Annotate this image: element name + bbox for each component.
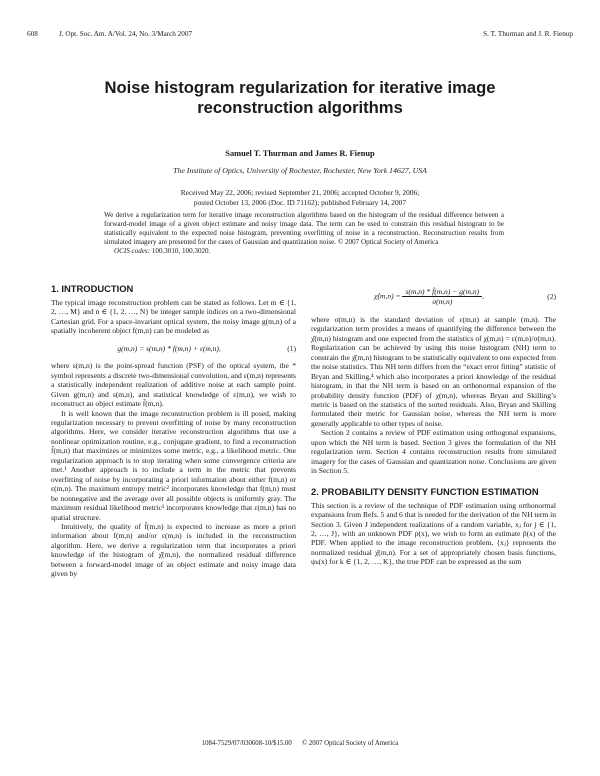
equation-2-denominator: σ(m,n) xyxy=(432,297,453,307)
dates-line-2: posted October 13, 2006 (Doc. ID 71162); published February 14, 2007 xyxy=(193,197,407,207)
equation-2-tail: , xyxy=(482,291,485,301)
equation-2 xyxy=(311,287,556,307)
equation-1-number: (1) xyxy=(287,343,296,353)
equation-2-math xyxy=(311,287,547,307)
equation-2-numerator: s(m,n) * f̂(m,n) − g(m,n) xyxy=(402,287,482,297)
abstract-text: We derive a regularization term for iterative image reconstruction algorithms based on the histogram of the residual difference between a forward-model image of a given object estimate and noisy image data. The term can be used to constrain this residual histogram to be statistically equivalent to the expected noise histogram, preventing overfitting of noise in a reconstruction. Reconstruction results from simulated imagery are presented for the cases of Gaussian and quantization noise. © 2007 Optical Society of America xyxy=(104,211,504,247)
ocis-label: OCIS codes: xyxy=(114,247,151,256)
page-footer xyxy=(0,740,600,747)
equation-2-number: (2) xyxy=(547,292,556,302)
author-list: Samuel T. Thurman and James R. Fienup xyxy=(225,149,375,158)
intro-paragraph-6: Section 2 contains a review of PDF estimation using orthogonal expansions, upon which the NH term is based. Section 3 gives the formulation of the NH regularization term. Section 4 contains reconstruction results from simulated imagery for the cases of Gaussian and quantization noise. Conclusions are given in Section 5. xyxy=(311,428,556,476)
right-column xyxy=(311,287,556,567)
equation-2-fraction xyxy=(402,287,485,307)
pdf-paragraph-1: This section is a review of the technique of PDF estimation using orthonormal expansions from Refs. 5 and 6 that is needed for the derivation of the NH term in Section 3. Given J independent realizations of a random variable, xⱼ for j ∈ {1, 2, …, J}, with an unknown PDF p(x), we wish to form an estimate p̂(x) of the PDF. When applied to the image reconstruction problem, {xⱼ} represents the normalized residual χ̂(m,n). For a set of appropriately chosen basis functions, ψₖ(x) for k ∈ {1, 2, …, K}, the true PDF can be expressed as the sum xyxy=(311,500,557,567)
page-number: 608 xyxy=(27,30,38,38)
intro-paragraph-3: It is well known that the image reconstruction problem is ill posed, making regularization necessary to prevent overfitting of noise by many reconstruction algorithms. Here, we consider iterative reconstruction algorithms that use a nonlinear optimization routine, e.g., conjugate gradient, to find a reconstruction f̂(m,n) that maximizes or minimizes some metric, e.g., a likelihood metric. One regularization approach is to stop iterating when some convergence criteria are met.¹ Another approach is to include a term in the metric that prevents overfitting of noise by incorporating a priori information about either f(m,n) or ε(m,n). The maximum entropy metric² incorporates knowledge that f(m,n) must be nonnegative and the average over all possible objects is uniformly gray. The maximum residual likelihood metric³ incorporates knowledge that ε(m,n) has no spatial structure. xyxy=(51,408,296,522)
left-column xyxy=(51,283,296,579)
equation-1 xyxy=(51,344,296,353)
section-heading-introduction: 1. INTRODUCTION xyxy=(51,283,134,294)
intro-paragraph-4: Intuitively, the quality of f̂(m,n) is expected to increase as more a priori information about f(m,n) and/or ε(m,n) is included in the reconstruction algorithm. Here, we derive a regularization term that incorporates a priori knowledge of the histogram of χ̂(m,n), the normalized residual difference between a forward-model image of an object estimate and noisy image data given by xyxy=(51,521,296,579)
intro-paragraph-1: The typical image reconstruction problem can be stated as follows. Let m ∈ {1, 2, …, M} and n ∈ {1, 2, …, N} be integer sample indices on a two-dimensional Cartesian grid. For a space-invariant optical system, the noisy image g(m,n) of a spatially incoherent object f(m,n) can be modeled as xyxy=(51,298,296,336)
copyright: © 2007 Optical Society of America xyxy=(301,740,399,747)
dates-line-1: Received May 22, 2006; revised September 21, 2006; accepted October 9, 2006; xyxy=(180,188,420,197)
paper-title: Noise histogram regularization for iterative image reconstruction algorithms xyxy=(104,78,496,117)
section-heading-pdf-estimation: 2. PROBABILITY DENSITY FUNCTION ESTIMATION xyxy=(311,485,539,497)
ocis-codes xyxy=(104,247,504,256)
equation-2-lhs: χ̂(m,n) = xyxy=(374,291,401,301)
ocis-values: 100.3010, 100.3020. xyxy=(151,247,211,256)
issn-code: 1084-7529/07/030608-10/$15.00 xyxy=(201,740,292,747)
publication-dates xyxy=(60,188,540,207)
intro-paragraph-5: where σ(m,n) is the standard deviation of ε(m,n) at sample (m,n). The regularization term provides a means of quantifying the difference between the χ̂(m,n) histogram and one expected from the statistics of χ(m,n) = ε(m,n)/σ(m,n). Regularization can be achieved by using this noise histogram (NH) term to constrain the χ̂(m,n) histogram to be statistically equivalent to one expected from the noise statistics. This NH term differs from the “exact error fitting” statistic of Bryan and Skilling,⁴ which also incorporates a priori knowledge of the residual histogram, in that the NH term is based on an orthonormal expansion of the probability density function (PDF) of χ(m,n), whereas Bryan and Skilling’s metric is based on the statistics of the sorted residuals. Also, Bryan and Skilling formulated their metric for Gaussian noise, whereas the NH term is more generally applicable to other types of noise. xyxy=(311,314,556,428)
abstract xyxy=(104,211,504,256)
journal-citation: J. Opt. Soc. Am. A/Vol. 24, No. 3/March 2007 xyxy=(59,30,193,38)
affiliation: The Institute of Optics, University of Rochester, Rochester, New York 14627, USA xyxy=(173,166,427,175)
intro-paragraph-2: where s(m,n) is the point-spread function (PSF) of the optical system, the * symbol represents a discrete two-dimensional convolution, and ε(m,n) represents a statistically independent realization of additive noise at each sample point. Given g(m,n) and s(m,n), and statistical knowledge of ε(m,n), we wish to reconstruct an object estimate f̂(m,n). xyxy=(51,361,296,409)
equation-1-math: g(m,n) = s(m,n) * f(m,n) + ε(m,n), xyxy=(117,343,221,353)
running-authors: S. T. Thurman and J. R. Fienup xyxy=(483,30,573,38)
